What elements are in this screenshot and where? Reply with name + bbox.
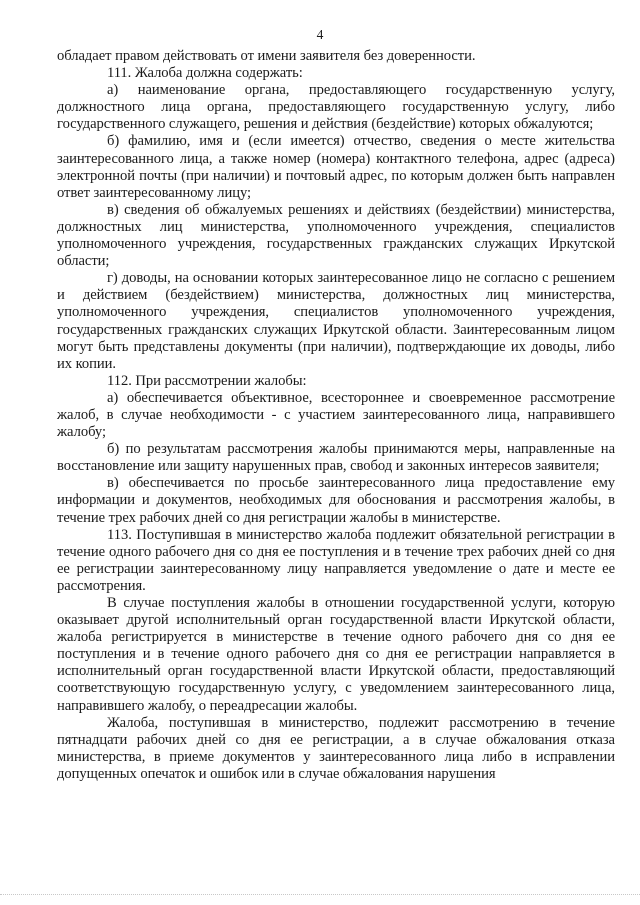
paragraph-111-b: б) фамилию, имя и (если имеется) отчество, сведения о месте жительства заинтересованного лица, а также номер (номера) контактного телефона, адрес (адреса) электронной почты (при наличии) и почтовый адрес, по которым должен быть направлен ответ заинтересованному лицу; <box>57 133 615 201</box>
paragraph-112-a: а) обеспечивается объективное, всестороннее и своевременное рассмотрение жалоб, в случае необходимости - с участием заинтересованного лица, направившего жалобу; <box>57 389 615 441</box>
paragraph-111-heading: 111. Жалоба должна содержать: <box>107 65 303 82</box>
paragraph-111-a: а) наименование органа, предоставляющего государственную услугу, должностного лица органа, предоставляющего государственную услугу, либо государственного служащего, решения и действия (бездействие) которых обжалуются; <box>57 82 615 133</box>
paragraph-112-b: б) по результатам рассмотрения жалобы принимаются меры, направленные на восстановление или защиту нарушенных прав, свобод и законных интересов заявителя; <box>57 441 615 475</box>
paragraph-113-redirect: В случае поступления жалобы в отношении государственной услуги, которую оказывает другой исполнительный орган государственной власти Иркутской области, жалоба регистрируется в министерстве в течение одного рабочего дня со дня ее поступления и в течение одного рабочего дня со дня ее регистрации направляется в исполнительный орган государственной власти Иркутской области, предоставляющий соответствующую государственную услугу, с уведомлением заинтересованного лица, направившего жалобу, о переадресации жалобы. <box>57 595 615 714</box>
paragraph-111-g: г) доводы, на основании которых заинтересованное лицо не согласно с решением и действием (бездействием) министерства, должностных лиц министерства, уполномоченного учреждения, специалистов уполномоченного учреждения, государственных гражданских служащих Иркутской области. Заинтересованным лицом могут быть представлены документы (при наличии), подтверждающие их доводы, либо их копии. <box>57 270 615 372</box>
paragraph-113-review-period: Жалоба, поступившая в министерство, подлежит рассмотрению в течение пятнадцати рабочих дней со дня ее регистрации, а в случае обжалования отказа министерства, в приеме документов у заинтересованного лица либо в исправлении допущенных опечаток и ошибок или в случае обжалования нарушения <box>57 714 615 782</box>
page-number: 4 <box>316 27 324 42</box>
page-bottom-rule <box>0 894 640 895</box>
paragraph-113: 113. Поступившая в министерство жалоба подлежит обязательной регистрации в течение одного рабочего дня со дня ее поступления и в течение трех рабочих дней со дня ее регистрации заинтересованному лицу направляется уведомление о дате и месте ее рассмотрения. <box>57 526 615 594</box>
paragraph-continuation: обладает правом действовать от имени заявителя без доверенности. <box>57 48 476 64</box>
paragraph-111-v: в) сведения об обжалуемых решениях и действиях (бездействии) министерства, должностных лиц министерства, уполномоченного учреждения, специалистов уполномоченного учреждения, государственных гражданских служащих Иркутской области; <box>57 201 615 270</box>
document-body <box>57 48 615 783</box>
paragraph-112-heading: 112. При рассмотрении жалобы: <box>107 372 307 389</box>
paragraph-112-v: в) обеспечивается по просьбе заинтересованного лица предоставление ему информации и документов, необходимых для обоснования и рассмотрения жалобы, в течение трех рабочих дней со дня регистрации жалобы в министерстве. <box>57 475 615 526</box>
